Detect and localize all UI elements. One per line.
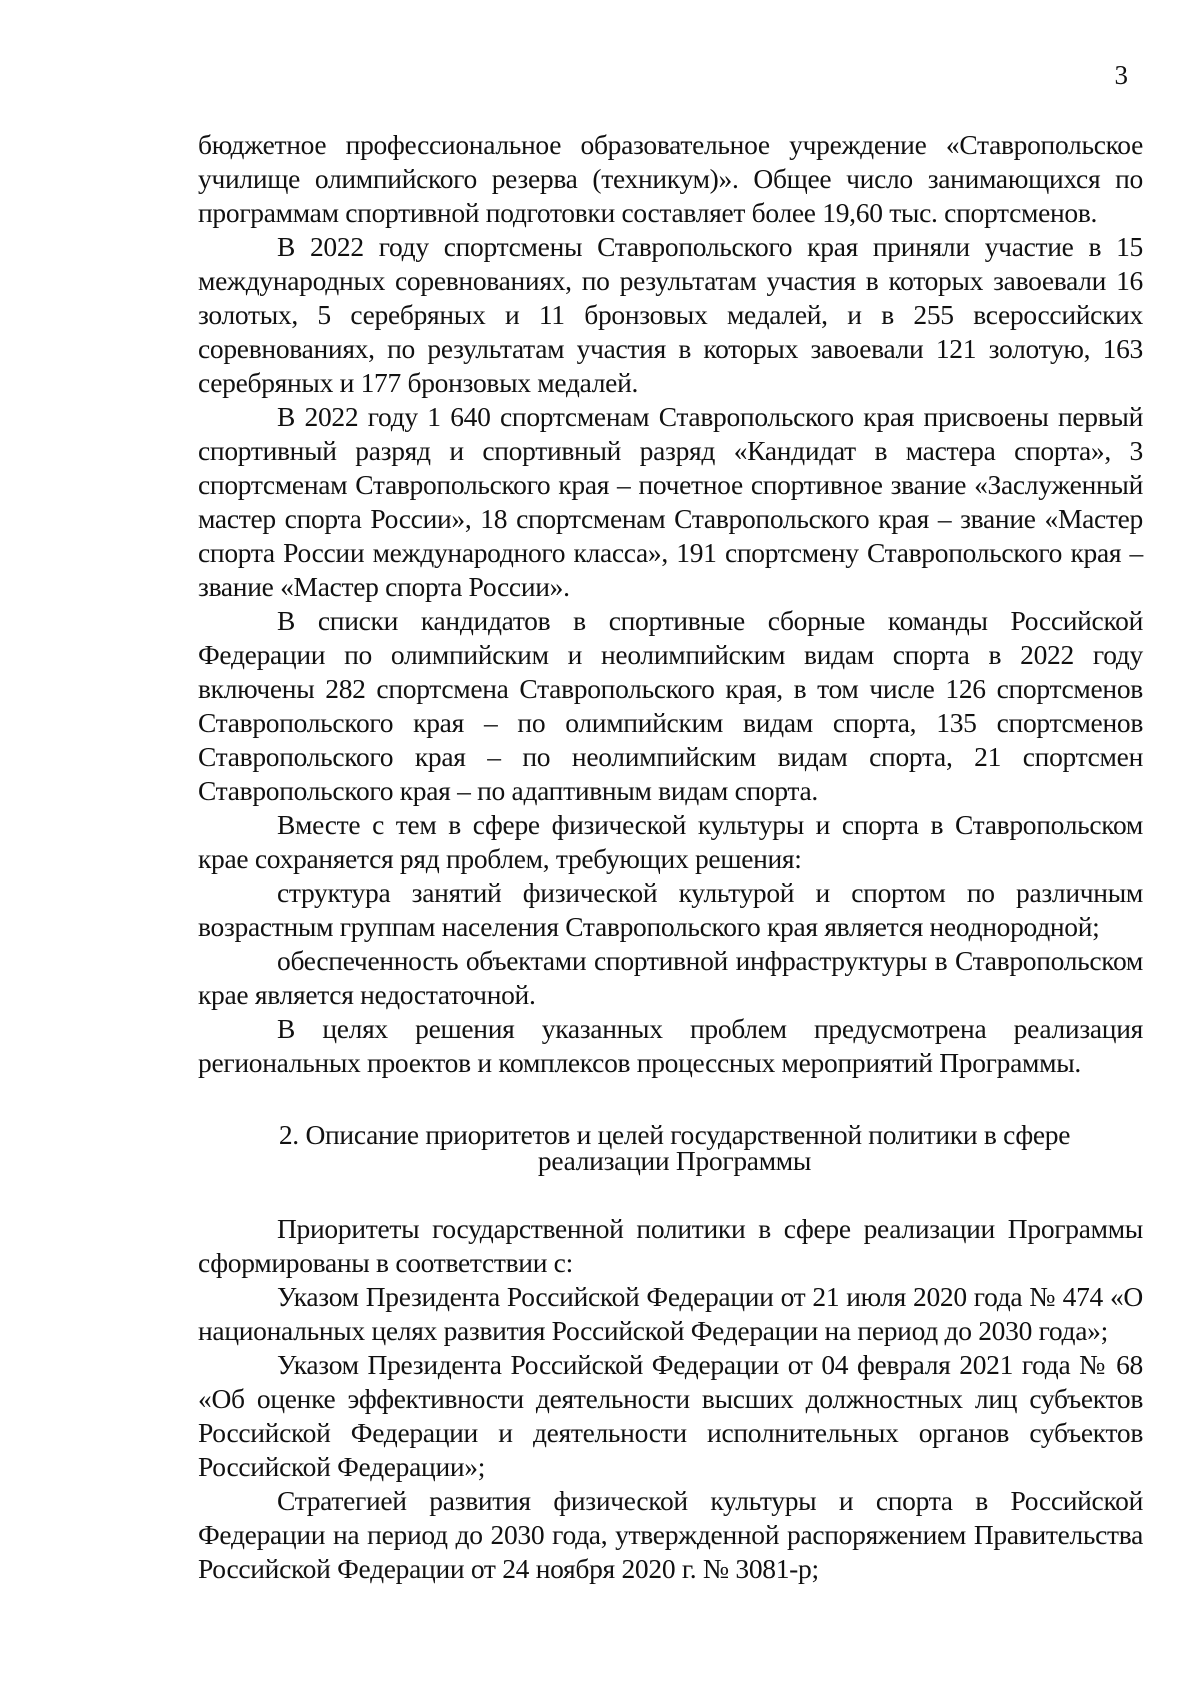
page-number: 3 xyxy=(1114,60,1128,90)
paragraph: В 2022 году 1 640 спортсменам Ставропольского края присвоены первый спортивный разряд и спортивный разряд «Кандидат в мастера спорта», 3 спортсменам Ставропольского края – почетное спортивное звание «Заслуженный мастер спорта России», 18 спортсменам Ставропольского края – звание «Мастер спорта России международного класса», 191 спортсмену Ставропольского края – звание «Мастер спорта России». xyxy=(198,401,1143,602)
section-heading-line: реализации Программы xyxy=(537,1145,812,1176)
list-item: структура занятий физической культурой и спортом по различным возрастным группам населения Ставропольского края является неоднородной; xyxy=(198,877,1143,942)
paragraph: В 2022 году спортсмены Ставропольского края приняли участие в 15 международных соревнованиях, по результатам участия в которых завоевали 16 золотых, 5 серебряных и 11 бронзовых медалей, и в 255 всероссийских соревнованиях, по результатам участия в которых завоевали 121 золотую, 163 серебряных и 177 бронзовых медалей. xyxy=(198,231,1143,398)
paragraph: Приоритеты государственной политики в сфере реализации Программы сформированы в соответствии с: xyxy=(198,1213,1143,1278)
list-item: Указом Президента Российской Федерации от 04 февраля 2021 года № 68 «Об оценке эффективности деятельности высших должностных лиц субъектов Российской Федерации и деятельности исполнительных органов субъектов Российской Федерации»; xyxy=(198,1349,1143,1482)
section-heading-line: 2. Описание приоритетов и целей государственной политики в сфере xyxy=(278,1119,1071,1150)
list-item: Стратегией развития физической культуры и спорта в Российской Федерации на период до 2030 года, утвержденной распоряжением Правительства Российской Федерации от 24 ноября 2020 г. № 3081-р; xyxy=(198,1485,1143,1584)
paragraph: бюджетное профессиональное образовательное учреждение «Ставропольское училище олимпийского резерва (техникум)». Общее число занимающихся по программам спортивной подготовки составляет более 19,60 тыс. спортсменов. xyxy=(198,129,1143,228)
paragraph: В целях решения указанных проблем предусмотрена реализация региональных проектов и комплексов процессных мероприятий Программы. xyxy=(198,1013,1143,1078)
list-item: обеспеченность объектами спортивной инфраструктуры в Ставропольском крае является недостаточной. xyxy=(198,945,1143,1010)
paragraph: В списки кандидатов в спортивные сборные команды Российской Федерации по олимпийским и неолимпийским видам спорта в 2022 году включены 282 спортсмена Ставропольского края, в том числе 126 спортсменов Ставропольского края – по олимпийским видам спорта, 135 спортсменов Ставропольского края – по неолимпийским видам спорта, 21 спортсмен Ставропольского края – по адаптивным видам спорта. xyxy=(198,605,1143,806)
list-item: Указом Президента Российской Федерации от 21 июля 2020 года № 474 «О национальных целях развития Российской Федерации на период до 2030 года»; xyxy=(198,1281,1143,1346)
section-heading xyxy=(198,1119,1143,1176)
paragraph: Вместе с тем в сфере физической культуры и спорта в Ставропольском крае сохраняется ряд проблем, требующих решения: xyxy=(198,809,1143,874)
document-body xyxy=(198,128,1143,1586)
